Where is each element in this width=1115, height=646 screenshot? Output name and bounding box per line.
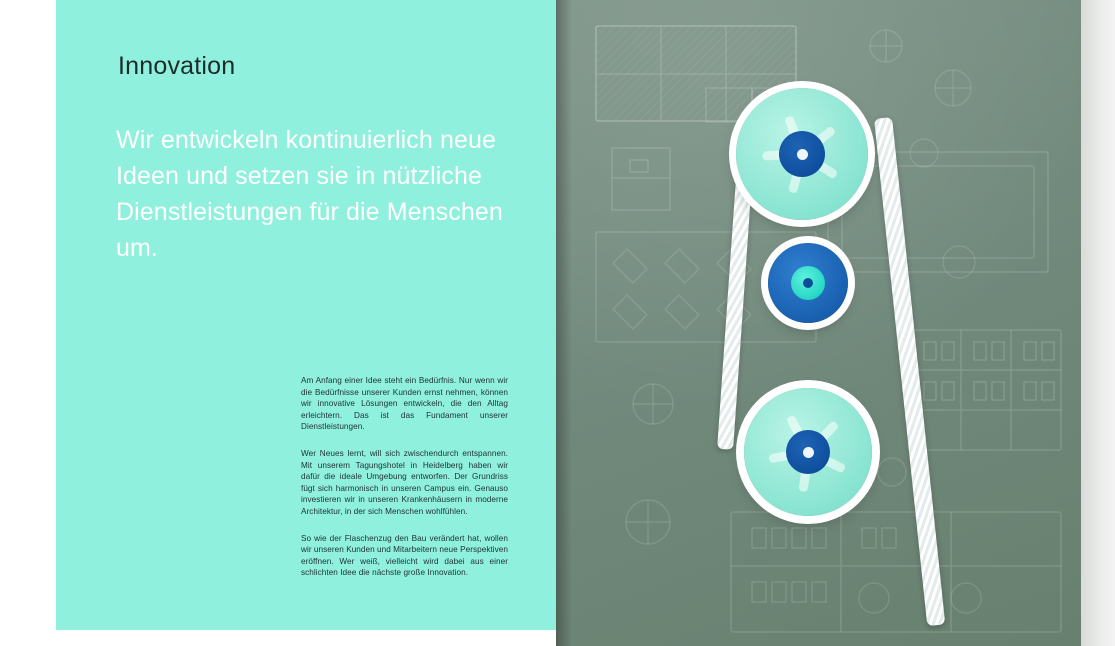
page-title: Innovation — [118, 52, 236, 80]
pulley-top — [736, 88, 868, 220]
pulley-middle — [768, 243, 848, 323]
pulley-hub — [779, 131, 825, 177]
right-photo-page — [556, 0, 1081, 646]
left-page-margin — [0, 0, 56, 646]
body-paragraph: Wer Neues lernt, will sich zwischendurch entspannen. Mit unserem Tagungshotel in Heidelberg haben wir dafür die ideale Umgebung entworfen. Der Grundriss fügt sich harmonisch in unseren Campus ein. Genauso investieren wir in unseren Krankenhäusern in moderne Architektur, in der sich Menschen wohlfühlen. — [301, 448, 508, 516]
bottom-page-edge — [0, 630, 556, 646]
belt-strand-left — [717, 149, 754, 449]
right-page-edge — [1081, 0, 1115, 646]
body-paragraph: So wie der Flaschenzug den Bau verändert hat, wollen wir unseren Kunden und Mitarbeitern neue Perspektiven eröffnen. Wer weiß, vielleicht wird dabei aus einer schlichten Idee die nächste große Innovation. — [301, 533, 509, 578]
body-paragraph: Am Anfang einer Idee steht ein Bedürfnis. Nur wenn wir die Bedürfnisse unserer Kunden ernst nehmen, können wir innovative Lösungen entwickeln, die den Alltag erleichtern. Das ist das Fundament unserer Dienstleistungen. — [301, 376, 508, 432]
pulley-bottom — [744, 388, 872, 516]
body-text-column — [301, 375, 508, 579]
pulley-hub — [786, 430, 830, 474]
pulley-hub — [791, 266, 825, 300]
left-text-page — [56, 0, 556, 646]
pulley-belt-assembly — [556, 0, 1081, 646]
page-subheadline: Wir entwickeln kontinuierlich neue Ideen und setzen sie in nützliche Dienstleistungen für die Menschen um. — [116, 126, 503, 262]
belt-strand-right — [874, 117, 945, 626]
page-fold-shadow — [556, 0, 572, 646]
